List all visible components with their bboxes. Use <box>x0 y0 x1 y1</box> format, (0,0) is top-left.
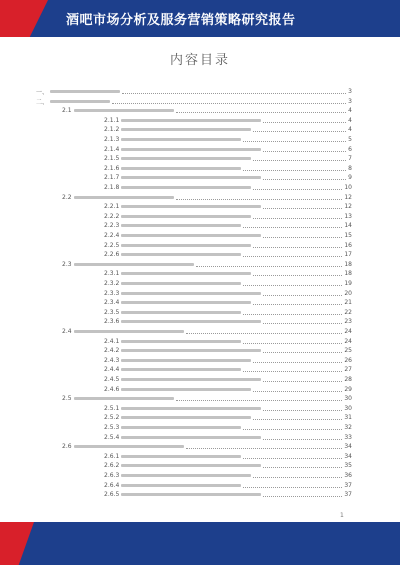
toc-entry[interactable] <box>104 471 352 480</box>
toc-entry[interactable] <box>104 481 352 490</box>
toc-entry[interactable] <box>104 461 352 470</box>
toc-entry-number: 2.6.5 <box>104 491 120 499</box>
toc-entry-number: 2.3.5 <box>104 308 120 316</box>
toc-entry-page: 37 <box>344 491 352 499</box>
toc-entry-text-illegible <box>121 282 241 285</box>
page-number: 1 <box>340 512 344 519</box>
toc-dot-leader <box>243 223 342 228</box>
toc-entry-page: 10 <box>344 184 352 191</box>
toc-entry[interactable] <box>104 289 352 298</box>
toc-entry-page: 24 <box>344 328 352 335</box>
toc-entry[interactable] <box>104 337 352 346</box>
toc-entry[interactable] <box>104 231 352 240</box>
toc-entry-text-illegible <box>121 378 261 381</box>
toc-entry-text-illegible <box>121 157 251 160</box>
toc-entry-page: 13 <box>344 212 352 220</box>
toc-entry-text-illegible <box>50 100 110 103</box>
toc-entry-text-illegible <box>121 292 261 295</box>
toc-entry-number: 2.4.5 <box>104 376 120 383</box>
toc-entry-text-illegible <box>121 253 241 256</box>
toc-entry[interactable] <box>62 193 352 202</box>
toc-entry[interactable] <box>104 423 352 432</box>
toc-entry-text-illegible <box>74 445 184 448</box>
toc-entry-number: 2.4.1 <box>104 337 120 345</box>
toc-entry-page: 7 <box>348 155 352 163</box>
toc-entry-number: 2.3.1 <box>104 270 120 278</box>
toc-entry[interactable] <box>104 173 352 182</box>
toc-entry[interactable] <box>62 394 352 403</box>
toc-dot-leader <box>243 252 342 257</box>
toc-dot-leader <box>253 300 342 305</box>
toc-entry[interactable] <box>104 164 352 173</box>
report-title: 酒吧市场分析及服务营销策略研究报告 <box>66 13 296 28</box>
toc-dot-leader <box>243 310 342 315</box>
toc-entry-number: 2.3.6 <box>104 318 120 326</box>
toc-entry[interactable] <box>104 365 352 374</box>
toc-dot-leader <box>253 214 342 219</box>
toc-entry-number: 2.1.3 <box>104 136 120 143</box>
toc-entry[interactable] <box>62 106 352 115</box>
toc-dot-leader <box>263 118 346 123</box>
toc-dot-leader <box>263 147 346 152</box>
toc-entry-number: 2.1 <box>62 107 72 115</box>
footer-bar <box>0 522 400 565</box>
toc-entry-page: 32 <box>344 424 352 431</box>
toc-entry-page: 14 <box>344 222 352 230</box>
toc-entry[interactable] <box>104 116 352 125</box>
toc-entry-text-illegible <box>121 349 261 352</box>
toc-entry-page: 22 <box>344 308 352 316</box>
toc-entry-number: 2.3 <box>62 260 72 268</box>
toc-dot-leader <box>176 108 347 113</box>
toc-entry-page: 6 <box>348 145 352 153</box>
toc-entry-page: 28 <box>344 376 352 383</box>
toc-entry[interactable] <box>104 375 352 384</box>
toc-dot-leader <box>243 339 342 344</box>
toc-entry-text-illegible <box>121 234 261 237</box>
toc-entry-text-illegible <box>121 426 241 429</box>
toc-entry-page: 31 <box>344 414 352 422</box>
toc-entry-page: 30 <box>344 404 352 412</box>
toc-entry-number: 2.1.7 <box>104 174 120 182</box>
toc-entry-text-illegible <box>121 464 261 467</box>
toc-dot-leader <box>263 377 342 382</box>
toc-entry[interactable] <box>104 221 352 230</box>
toc-entry-page: 34 <box>344 443 352 451</box>
toc-dot-leader <box>253 358 342 363</box>
toc-dot-leader <box>243 137 346 142</box>
toc-entry[interactable] <box>104 356 352 365</box>
toc-entry-page: 12 <box>344 203 352 211</box>
toc-entry-page: 4 <box>348 126 352 134</box>
toc-dot-leader <box>186 329 343 334</box>
toc-dot-leader <box>176 396 343 401</box>
toc-entry-text-illegible <box>121 301 251 304</box>
toc-entry-text-illegible <box>121 244 251 247</box>
toc-entry-text-illegible <box>121 224 241 227</box>
toc-entry-page: 17 <box>344 251 352 259</box>
toc-entry-page: 18 <box>344 260 352 268</box>
toc-dot-leader <box>263 348 342 353</box>
toc-entry-number: 2.5.3 <box>104 424 120 431</box>
toc-dot-leader <box>112 99 346 104</box>
toc-dot-leader <box>243 483 342 488</box>
toc-entry-text-illegible <box>74 196 174 199</box>
toc-entry-number: 2.3.3 <box>104 289 120 297</box>
toc-entry-number: 2.5.1 <box>104 404 120 412</box>
toc-heading: 内容目录 <box>169 53 230 68</box>
toc-dot-leader <box>243 281 342 286</box>
toc-dot-leader <box>263 204 342 209</box>
toc-entry-text-illegible <box>121 359 251 362</box>
toc-entry-text-illegible <box>74 330 184 333</box>
toc-dot-leader <box>243 425 342 430</box>
toc-entry-number: 2.6.2 <box>104 462 120 470</box>
toc-dot-leader <box>263 233 342 238</box>
toc-entry-number: 2.4.4 <box>104 366 120 374</box>
toc-entry-page: 27 <box>344 366 352 374</box>
toc-entry[interactable] <box>104 145 352 154</box>
toc-entry-number: 2.2.2 <box>104 212 120 220</box>
toc-entry-number: 2.2.4 <box>104 232 120 239</box>
toc-entry-page: 30 <box>344 395 352 403</box>
toc-entry-text-illegible <box>50 90 120 93</box>
toc-entry-text-illegible <box>121 484 241 487</box>
toc-entry-page: 5 <box>348 136 352 143</box>
toc-entry[interactable] <box>104 183 352 192</box>
toc-entry-text-illegible <box>121 455 241 458</box>
toc-entry-page: 23 <box>344 318 352 326</box>
toc-entry-text-illegible <box>121 388 251 391</box>
toc-entry-number: 2.6.3 <box>104 472 120 479</box>
toc-entry-text-illegible <box>121 167 241 170</box>
toc-entry[interactable] <box>104 135 352 144</box>
toc-entry-page: 29 <box>344 385 352 393</box>
toc-entry-number: 2.4.3 <box>104 356 120 364</box>
toc-dot-leader <box>253 271 342 276</box>
toc-entry-text-illegible <box>74 263 194 266</box>
toc-entry-page: 25 <box>344 347 352 355</box>
toc-entry-text-illegible <box>121 320 261 323</box>
toc-entry-page: 4 <box>348 107 352 115</box>
toc-entry-number: 2.5 <box>62 395 72 403</box>
toc-entry-text-illegible <box>121 148 261 151</box>
toc-dot-leader <box>176 195 343 200</box>
toc-entry[interactable] <box>104 202 352 211</box>
toc-dot-leader <box>122 89 346 94</box>
toc-dot-leader <box>253 185 342 190</box>
toc-entry-number: 2.1.1 <box>104 116 120 124</box>
toc-entry-text-illegible <box>121 493 261 496</box>
toc-entry-number: 2.5.4 <box>104 433 120 441</box>
toc-entry[interactable] <box>104 154 352 163</box>
toc-entry-text-illegible <box>121 340 241 343</box>
toc-entry-text-illegible <box>121 186 251 189</box>
toc-entry[interactable] <box>104 452 352 461</box>
toc-dot-leader <box>253 156 346 161</box>
toc-entry-text-illegible <box>121 272 251 275</box>
toc-entry-page: 33 <box>344 433 352 441</box>
toc-entry-text-illegible <box>121 407 261 410</box>
toc-entry[interactable] <box>62 327 352 336</box>
toc-dot-leader <box>263 175 346 180</box>
toc-entry-page: 12 <box>344 193 352 201</box>
toc-entry-text-illegible <box>121 436 261 439</box>
toc-entry-page: 35 <box>344 462 352 470</box>
toc-entry[interactable] <box>104 413 352 422</box>
toc-entry-number: 2.4.2 <box>104 347 120 355</box>
toc-dot-leader <box>253 415 342 420</box>
toc-entry[interactable] <box>104 346 352 355</box>
toc-entry-text-illegible <box>74 397 174 400</box>
toc-entry[interactable] <box>104 298 352 307</box>
toc-entry[interactable] <box>104 250 352 259</box>
toc-entry-page: 4 <box>348 116 352 124</box>
toc-dot-leader <box>243 166 346 171</box>
toc-entry-page: 15 <box>344 232 352 239</box>
toc-entry[interactable] <box>104 404 352 413</box>
toc-entry-text-illegible <box>121 416 251 419</box>
toc-dot-leader <box>263 463 342 468</box>
toc-entry-number: 2.4.6 <box>104 385 120 393</box>
toc-entry-page: 34 <box>344 452 352 460</box>
toc-entry-page: 20 <box>344 289 352 297</box>
toc-entry[interactable] <box>62 260 352 269</box>
toc-entry-number: 2.2 <box>62 193 72 201</box>
toc-dot-leader <box>253 127 346 132</box>
toc-entry-page: 24 <box>344 337 352 345</box>
toc-entry-text-illegible <box>121 119 261 122</box>
toc-entry-page: 19 <box>344 280 352 287</box>
toc-entry-number: 2.6.4 <box>104 481 120 489</box>
toc-entry[interactable] <box>104 317 352 326</box>
toc-entry-page: 16 <box>344 241 352 249</box>
toc-entry-text-illegible <box>121 128 251 131</box>
toc-entry-number: 2.1.2 <box>104 126 120 134</box>
toc-entry[interactable] <box>104 212 352 221</box>
toc-dot-leader <box>253 473 342 478</box>
toc-dot-leader <box>263 291 342 296</box>
toc-dot-leader <box>243 454 342 459</box>
toc-entry-number: 2.4 <box>62 328 72 335</box>
toc-entry[interactable] <box>104 490 352 499</box>
toc-dot-leader <box>263 492 342 497</box>
toc-entry[interactable] <box>36 87 352 96</box>
toc-dot-leader <box>253 387 342 392</box>
toc-entry-page: 36 <box>344 472 352 479</box>
toc-entry-number: 2.1.6 <box>104 164 120 172</box>
toc-entry-number: 2.2.3 <box>104 222 120 230</box>
toc-entry-number: 2.2.6 <box>104 251 120 259</box>
toc-entry-page: 3 <box>348 88 352 95</box>
toc-dot-leader <box>186 444 343 449</box>
toc-entry-page: 8 <box>348 164 352 172</box>
toc-entry-page: 9 <box>348 174 352 182</box>
toc-entry-number: 2.5.2 <box>104 414 120 422</box>
toc-dot-leader <box>263 435 342 440</box>
toc-entry[interactable] <box>36 97 352 106</box>
toc-entry[interactable] <box>104 385 352 394</box>
toc-entry-text-illegible <box>121 215 251 218</box>
toc-entry-text-illegible <box>121 474 251 477</box>
toc-entry-number: 2.6.1 <box>104 452 120 460</box>
toc-entry[interactable] <box>104 241 352 250</box>
toc-entry-number: 2.1.8 <box>104 184 120 191</box>
toc-entry[interactable] <box>104 125 352 134</box>
toc-dot-leader <box>253 243 342 248</box>
toc-entry-number: 2.2.5 <box>104 241 120 249</box>
toc-entry-page: 21 <box>344 299 352 307</box>
toc-entry[interactable] <box>104 269 352 278</box>
toc-entry-text-illegible <box>121 138 241 141</box>
toc-dot-leader <box>243 367 342 372</box>
toc-entry[interactable] <box>104 279 352 288</box>
toc-entry-page: 3 <box>348 97 352 105</box>
toc-entry-number: 一、 <box>36 89 49 96</box>
toc-entry-text-illegible <box>121 205 261 208</box>
toc-dot-leader <box>263 406 342 411</box>
toc-entry[interactable] <box>104 308 352 317</box>
toc-entry-number: 二、 <box>36 98 49 106</box>
toc-entry[interactable] <box>104 433 352 442</box>
toc-entry-number: 2.2.1 <box>104 203 120 211</box>
toc-dot-leader <box>196 262 343 267</box>
toc-dot-leader <box>263 319 342 324</box>
toc-entry-page: 26 <box>344 356 352 364</box>
toc-entry-page: 18 <box>344 270 352 278</box>
toc-entry-page: 37 <box>344 481 352 489</box>
toc-entry-number: 2.3.4 <box>104 299 120 307</box>
toc-entry-number: 2.1.4 <box>104 145 120 153</box>
toc-entry-number: 2.1.5 <box>104 155 120 163</box>
toc-entry-text-illegible <box>74 109 174 112</box>
toc-entry-number: 2.3.2 <box>104 280 120 287</box>
toc-entry-text-illegible <box>121 176 261 179</box>
toc-entry-number: 2.6 <box>62 443 72 451</box>
toc-entry[interactable] <box>62 442 352 451</box>
toc-entry-text-illegible <box>121 368 241 371</box>
toc-entry-text-illegible <box>121 311 241 314</box>
